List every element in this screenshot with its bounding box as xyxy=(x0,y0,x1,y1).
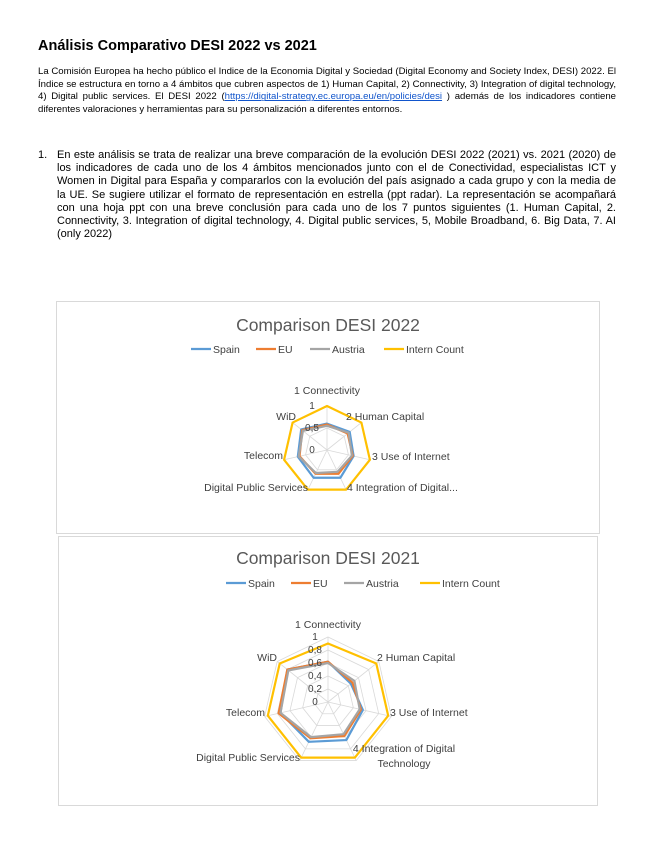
numbered-list-item xyxy=(38,149,616,241)
axis-label-wid: WiD xyxy=(276,411,296,423)
legend-label-spain: Spain xyxy=(248,578,275,590)
axis-label-telecom: Telecom xyxy=(243,450,283,462)
axis-label-4-integration-of-digital: 4 Integration of Digital... xyxy=(347,482,458,494)
axis-label-3-use-of-internet: 3 Use of Internet xyxy=(390,707,468,719)
radar-chart-desi-2022 xyxy=(56,301,600,534)
axis-label-digital-public-services: Digital Public Services xyxy=(196,752,300,764)
chart-title: Comparison DESI 2022 xyxy=(236,315,420,335)
legend-label-austria: Austria xyxy=(366,578,399,590)
radar-chart-desi-2021 xyxy=(58,536,598,806)
axis-label-wid: WiD xyxy=(257,652,277,664)
document-title: Análisis Comparativo DESI 2022 vs 2021 xyxy=(38,38,317,54)
axis-label-telecom: Telecom xyxy=(225,707,265,719)
axis-label-4-integration-of-digital-technology: 4 Integration of Digital Technology xyxy=(352,743,456,770)
tick-label: 0,5 xyxy=(305,423,319,434)
chart-title: Comparison DESI 2021 xyxy=(236,548,420,568)
axis-label-2-human-capital: 2 Human Capital xyxy=(377,652,456,664)
intro-text-before-link: La Comisión Europea ha hecho público el Indice de la Economia Digital y Sociedad (Digital Economy and Society Index, DESI) 2022. El Índice se estructura en torno a 4 ámbitos que cubren aspectos de 1) Human Capital, 2) Connectivity, 3) Integration of digital technology, 4) Digital public services. El DESI 2022 ( xyxy=(38,66,616,103)
list-number: 1. xyxy=(38,149,48,161)
legend-label-intern-count: Intern Count xyxy=(442,578,500,590)
tick-label: 0,6 xyxy=(308,658,322,669)
tick-label: 0,2 xyxy=(308,684,322,695)
intro-text-after-link: ) además de los indicadores contiene diferentes valoraciones y herramientas para su personalización a diferentes entornos. xyxy=(38,91,616,116)
radar-chart-svg xyxy=(59,537,597,805)
axis-label-1-connectivity: 1 Connectivity xyxy=(294,385,360,397)
desi-link[interactable]: https://digital-strategy.ec.europa.eu/en/policies/desi xyxy=(224,91,443,103)
tick-label: 1 xyxy=(312,632,318,643)
legend-label-spain: Spain xyxy=(213,344,240,356)
tick-label: 0 xyxy=(309,445,315,456)
axis-label-3-use-of-internet: 3 Use of Internet xyxy=(372,451,450,463)
axis-label-2-human-capital: 2 Human Capital xyxy=(346,411,425,423)
radar-chart-svg xyxy=(57,302,599,533)
tick-label: 0 xyxy=(312,697,318,708)
legend-label-eu: EU xyxy=(278,344,293,356)
legend-label-austria: Austria xyxy=(332,344,365,356)
legend-label-intern-count: Intern Count xyxy=(406,344,464,356)
axis-label-1-connectivity: 1 Connectivity xyxy=(295,619,361,631)
axis-label-digital-public-services: Digital Public Services xyxy=(204,482,308,494)
list-item-text: En este análisis se trata de realizar una breve comparación de la evolución DESI 2022 (2021) vs. 2021 (2020) de los indicadores de cada uno de los 4 ámbitos mencionados junto con el de Conectividad, especialistas ICT y Women in Digital para España y compararlos con la evolución del país asignado a cada grupo y con la media de la UE. Se sugiere utilizar el formato de representación en estrella (ppt radar). La representación se acompañará con una hoja ppt con una breve conclusión para cada uno de los 7 puntos siguientes (1. Human Capital, 2. Connectivity, 3. Integration of digital technology, 4. Digital public services, 5, Mobile Broadband, 6. Big Data, 7. AI (only 2022) xyxy=(57,149,616,241)
intro-paragraph xyxy=(38,66,616,117)
legend-label-eu: EU xyxy=(313,578,328,590)
tick-label: 0,8 xyxy=(308,645,322,656)
grid-spoke xyxy=(284,450,327,460)
tick-label: 0,4 xyxy=(308,671,322,682)
tick-label: 1 xyxy=(309,401,315,412)
